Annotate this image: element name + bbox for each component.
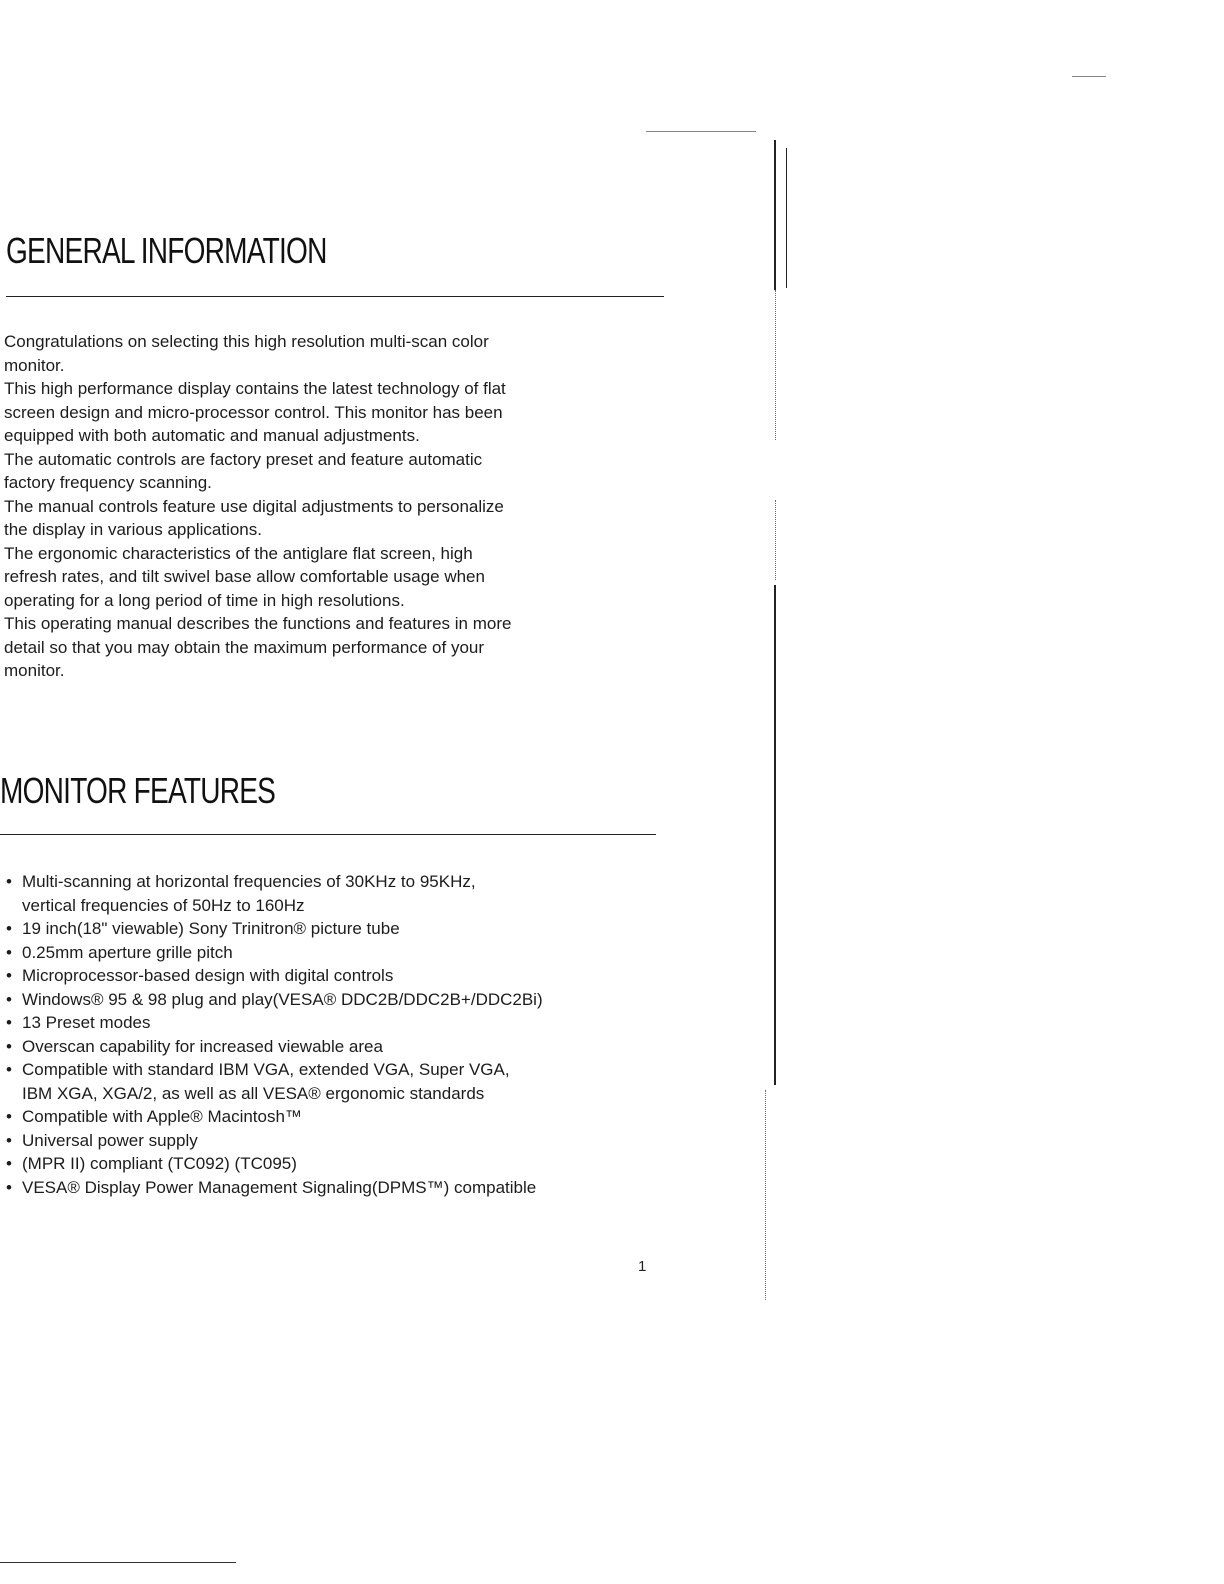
bullet-icon: •	[6, 872, 12, 891]
body-line: The ergonomic characteristics of the antiglare flat screen, high	[4, 543, 473, 563]
body-line: factory frequency scanning.	[4, 473, 212, 492]
feature-text: (MPR II) compliant (TC092) (TC095)	[22, 1154, 297, 1173]
feature-text: Overscan capability for increased viewable area	[22, 1036, 383, 1056]
bullet-icon: •	[6, 1154, 12, 1173]
body-line: The manual controls feature use digital adjustments to personalize	[4, 496, 504, 516]
body-line: detail so that you may obtain the maximum performance of your	[4, 637, 485, 657]
feature-item	[6, 1129, 543, 1153]
bullet-icon: •	[6, 1036, 12, 1056]
bullet-icon: •	[6, 942, 12, 962]
bullet-icon: •	[6, 966, 12, 985]
bullet-icon: •	[6, 1107, 12, 1126]
feature-item	[6, 964, 543, 988]
body-line: the display in various applications.	[4, 520, 262, 539]
section-divider	[6, 296, 664, 297]
feature-item	[6, 1035, 543, 1059]
feature-text-continued: vertical frequencies of 50Hz to 160Hz	[22, 895, 305, 915]
feature-text: Windows® 95 & 98 plug and play(VESA® DDC2B/DDC2B+/DDC2Bi)	[22, 989, 543, 1009]
body-line: screen design and micro-processor control. This monitor has been	[4, 402, 503, 422]
section-divider	[0, 834, 656, 835]
feature-text: Multi-scanning at horizontal frequencies of 30KHz to 95KHz,	[22, 872, 476, 891]
feature-text: 19 inch(18" viewable) Sony Trinitron® picture tube	[22, 919, 400, 938]
feature-text: Compatible with standard IBM VGA, extended VGA, Super VGA,	[22, 1060, 510, 1079]
feature-item	[6, 941, 543, 965]
body-line: This operating manual describes the functions and features in more	[4, 614, 512, 633]
bullet-icon: •	[6, 989, 12, 1009]
feature-text: 13 Preset modes	[22, 1013, 151, 1032]
general-information-body	[4, 330, 511, 683]
scan-artifact	[646, 131, 756, 132]
feature-item	[6, 1011, 543, 1035]
binding-edge	[765, 1090, 766, 1300]
monitor-features-heading: MONITOR FEATURES	[0, 770, 276, 811]
bullet-icon: •	[6, 1060, 12, 1079]
body-line: equipped with both automatic and manual adjustments.	[4, 426, 420, 445]
body-line: The automatic controls are factory preset and feature automatic	[4, 449, 483, 469]
binding-edge	[774, 140, 776, 290]
scan-artifact	[0, 1562, 236, 1563]
binding-edge	[774, 585, 776, 1085]
feature-text: 0.25mm aperture grille pitch	[22, 942, 233, 962]
body-line: refresh rates, and tilt swivel base allow comfortable usage when	[4, 567, 485, 586]
body-line: operating for a long period of time in high resolutions.	[4, 590, 405, 610]
bullet-icon: •	[6, 919, 12, 938]
body-line: monitor.	[4, 355, 65, 375]
binding-edge	[775, 500, 776, 580]
feature-text: Universal power supply	[22, 1130, 198, 1150]
feature-text-continued: IBM XGA, XGA/2, as well as all VESA® ergonomic standards	[22, 1083, 485, 1103]
feature-text: Compatible with Apple® Macintosh™	[22, 1107, 302, 1126]
feature-text: Microprocessor-based design with digital controls	[22, 966, 394, 985]
binding-edge	[786, 148, 787, 288]
body-line: monitor.	[4, 661, 65, 680]
feature-item	[6, 1058, 543, 1105]
bullet-icon: •	[6, 1177, 12, 1197]
feature-item	[6, 1105, 543, 1129]
feature-item	[6, 1176, 543, 1200]
feature-text: VESA® Display Power Management Signaling(DPMS™) compatible	[22, 1177, 537, 1197]
feature-item	[6, 870, 543, 917]
feature-item	[6, 1152, 543, 1176]
binding-edge	[775, 290, 776, 440]
body-line: Congratulations on selecting this high resolution multi-scan color	[4, 332, 489, 351]
monitor-features-list	[6, 870, 543, 1199]
body-line: This high performance display contains the latest technology of flat	[4, 379, 506, 398]
feature-item	[6, 917, 543, 941]
page-number: 1	[638, 1258, 647, 1275]
feature-item	[6, 988, 543, 1012]
bullet-icon: •	[6, 1013, 12, 1032]
scan-artifact	[1072, 76, 1106, 77]
general-information-heading: GENERAL INFORMATION	[6, 230, 327, 271]
bullet-icon: •	[6, 1130, 12, 1150]
